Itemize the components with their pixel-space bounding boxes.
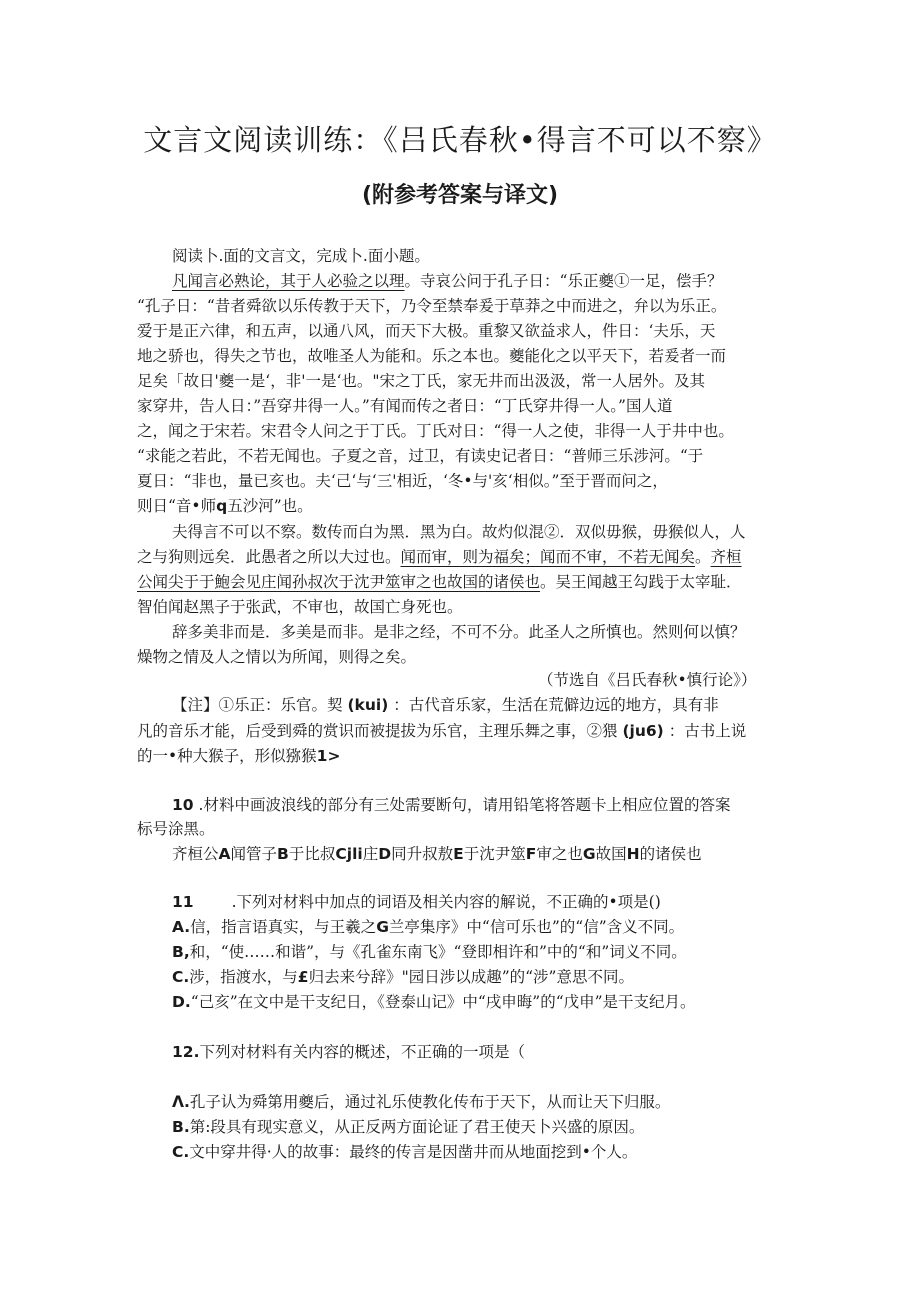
passage-line: 爱于是正六律，和五声，以通八风，而天下大极。重黎又欲益求人，件日：‘夫乐，天 (137, 322, 716, 340)
question-11 (172, 890, 661, 914)
option-d[interactable] (172, 990, 696, 1014)
option-text: 信，指言语真实，与王羲之 (190, 918, 377, 936)
passage-line: 之，闻之于宋若。宋君令人问之于丁氏。丁氏对日：“得一人之使，非得一人于井中也。 (137, 422, 734, 440)
passage-text: 。寺哀公问于孔子日：“乐正夔①一足，偿手？ (404, 272, 723, 290)
passage-text: 。吴王闻越王勾践于太宰耻． (540, 573, 742, 591)
option-a[interactable] (172, 915, 684, 939)
question-number: 10 (172, 796, 194, 814)
note-line (172, 693, 719, 717)
segment-text: 于比叔 (288, 845, 336, 863)
option-text: 兰亭集序》中“信可乐也”的“信”含义不同。 (388, 918, 685, 936)
passage-line: 夫得言不可以不察。数传而白为黑．黑为白。故灼似混②．双似毋猴，毋猴似人，人 (172, 523, 746, 541)
underlined-sentence: 凡闻言必熟论，其于人必验之以理 (172, 272, 405, 290)
question-stem: .下列对材料中加点的词语及相关内容的解说，不正确的•项是() (231, 893, 661, 911)
option-text: 和，“使……和谐”，与《孔雀东南飞》“登即相许和”中的“和”词义不同。 (189, 943, 687, 961)
option-label: Λ. (172, 1093, 190, 1111)
option-label: C. (172, 1143, 190, 1161)
passage-line: 辞多美非而是．多美是而非。是非之经，不可不分。此圣人之所慎也。然则何以慎？ (172, 623, 746, 641)
passage-text: 之与狗则远矣．此愚者之所以大过也。 (137, 548, 401, 566)
segment-text: 审之也 (536, 845, 583, 863)
option-label: A. (172, 918, 191, 936)
question-number: 11 (172, 893, 194, 911)
passage-text: 。 (695, 548, 711, 566)
passage-line (137, 545, 742, 569)
passage-line: “孔子日：“昔者舜欲以乐传教于天下，乃令至禁奉爰于草莽之中而进之，弁以为乐正。 (137, 297, 727, 315)
note-text-bold: 1> (316, 747, 341, 765)
option-text-bold: G (376, 918, 389, 936)
passage-line: 家穿井，告人日：”吾穿井得一人。”有闻而传之者日：“丁氏穿井得一人。”国人道 (137, 397, 673, 415)
note-text: 凡的音乐才能，后受到舜的赏识而被提拔为乐官，主理乐舞之事，②猥 (137, 722, 618, 740)
segment-text: 故国 (595, 845, 627, 863)
segment-text: 的诸侯也 (639, 845, 702, 863)
option-b[interactable] (172, 1115, 644, 1139)
option-text-bold: £ (297, 968, 309, 986)
option-label: B. (172, 1118, 190, 1136)
option-mark-d[interactable]: D (378, 845, 392, 863)
option-mark-f[interactable]: F (525, 845, 537, 863)
passage-line: 智伯闻赵黑子于张武，不审也，故国亡身死也。 (137, 598, 463, 616)
option-text: 第:段具有现实意义，从正反两方面论证了君王使天卜兴盛的原因。 (189, 1118, 645, 1136)
option-b[interactable] (172, 940, 687, 964)
option-text: 归去来兮辞》"园日涉以成趣”的“涉”意思不同。 (308, 968, 634, 986)
option-label: D. (172, 993, 191, 1011)
question-10-line2: 标号涂黑。 (137, 820, 215, 838)
wavy-underlined-text: 公闻尖于于鮑会见庄闻孙叔次于沈尹筮审之也故国的诸侯也 (137, 573, 541, 591)
question-stem: 下列对材料有关内容的概述，不正确的一项是（ (199, 1043, 525, 1061)
question-10 (172, 793, 730, 817)
option-label: B, (172, 943, 190, 961)
passage-line: “求能之若此，不若无闻也。子夏之音，过卫，有读史记者日：“普师三乐涉河。“于 (137, 447, 704, 465)
option-text: 孔子认为舜第用夔后，通过礼乐使教化传布于天下，从而让天下归服。 (189, 1093, 671, 1111)
question-10-options (172, 842, 702, 866)
segment-text: 于沈尹筮 (463, 845, 526, 863)
option-mark-g[interactable]: G (582, 845, 596, 863)
passage-line (137, 494, 313, 518)
passage-line (172, 269, 722, 293)
passage-line: 夏日：“非也，量已亥也。夫‘己‘与‘三'相近，‘冬•与'亥‘相似。”至于晋而问之， (137, 472, 668, 490)
option-mark-a[interactable]: A (218, 845, 231, 863)
option-c[interactable] (172, 965, 634, 989)
pinyin: (kui) (347, 696, 389, 714)
note-line (137, 744, 340, 768)
underlined-sentence: 闻而审，则为福矣；闻而不审，不若无闻矣 (400, 548, 696, 566)
option-c[interactable] (172, 1140, 637, 1164)
option-mark-e[interactable]: E (453, 845, 464, 863)
option-mark-c[interactable]: Cjli (335, 845, 363, 863)
question-number: 12. (172, 1043, 200, 1061)
segment-text: 齐桓公 (172, 845, 219, 863)
option-text: 涉，指渡水，与 (189, 968, 298, 986)
note-text: ：古代音乐家，生活在荒僻边远的地方，具有非 (393, 696, 719, 714)
passage-line: 足矣「故日'夔一是‘，非'一是‘也。"宋之丁氏，家无井而出汲汲，常一人居外。及其 (137, 372, 706, 390)
option-label: C. (172, 968, 190, 986)
note-text: 【注】①乐正：乐官。契 (172, 696, 343, 714)
note-text: 的一•种大猴子，形似猕猴 (137, 747, 317, 765)
segment-text: 庄 (362, 845, 379, 863)
source-citation: （节选自《吕氏春秋•慎行论》） (538, 671, 757, 689)
wavy-underlined-text: 齐桓 (710, 548, 742, 566)
passage-line: 燥物之情及人之情以为所闻，则得之矣。 (137, 648, 417, 666)
pinyin: (ju6) (622, 722, 664, 740)
document-title: 文言文阅读训练：《吕氏春秋•得言不可以不察》 (143, 123, 777, 157)
instruction-text: 阅读卜.面的文言文，完成卜.面小题。 (172, 247, 430, 265)
passage-text: 则日“音•师 (137, 497, 217, 515)
segment-text: 闻管子 (230, 845, 278, 863)
question-12 (172, 1040, 525, 1064)
passage-line (137, 570, 742, 594)
passage-text: 五沙河”也。 (227, 497, 313, 515)
option-mark-h[interactable]: H (626, 845, 640, 863)
option-text: 文中穿井得·人的故事：最终的传言是因凿井而从地面挖到•个人。 (189, 1143, 638, 1161)
note-text: ：古书上说 (668, 722, 747, 740)
document-subtitle: (附参考答案与译文) (361, 183, 559, 208)
segment-text: 同升叔敖 (391, 845, 454, 863)
passage-text-bold: q (216, 497, 228, 515)
option-a[interactable] (172, 1090, 670, 1114)
question-stem: .材料中画波浪线的部分有三处需要断句，请用铅笔将答题卡上相应位置的答案 (198, 796, 731, 814)
option-text: “己亥”在文中是干支纪日，《登泰山记》中“戌申晦”的“戊申”是干支纪月。 (190, 993, 696, 1011)
note-line (137, 719, 746, 743)
option-mark-b[interactable]: B (277, 845, 289, 863)
passage-line: 地之骄也，得失之节也，故唯圣人为能和。乐之本也。夔能化之以平天下，若爰者一而 (137, 347, 727, 365)
